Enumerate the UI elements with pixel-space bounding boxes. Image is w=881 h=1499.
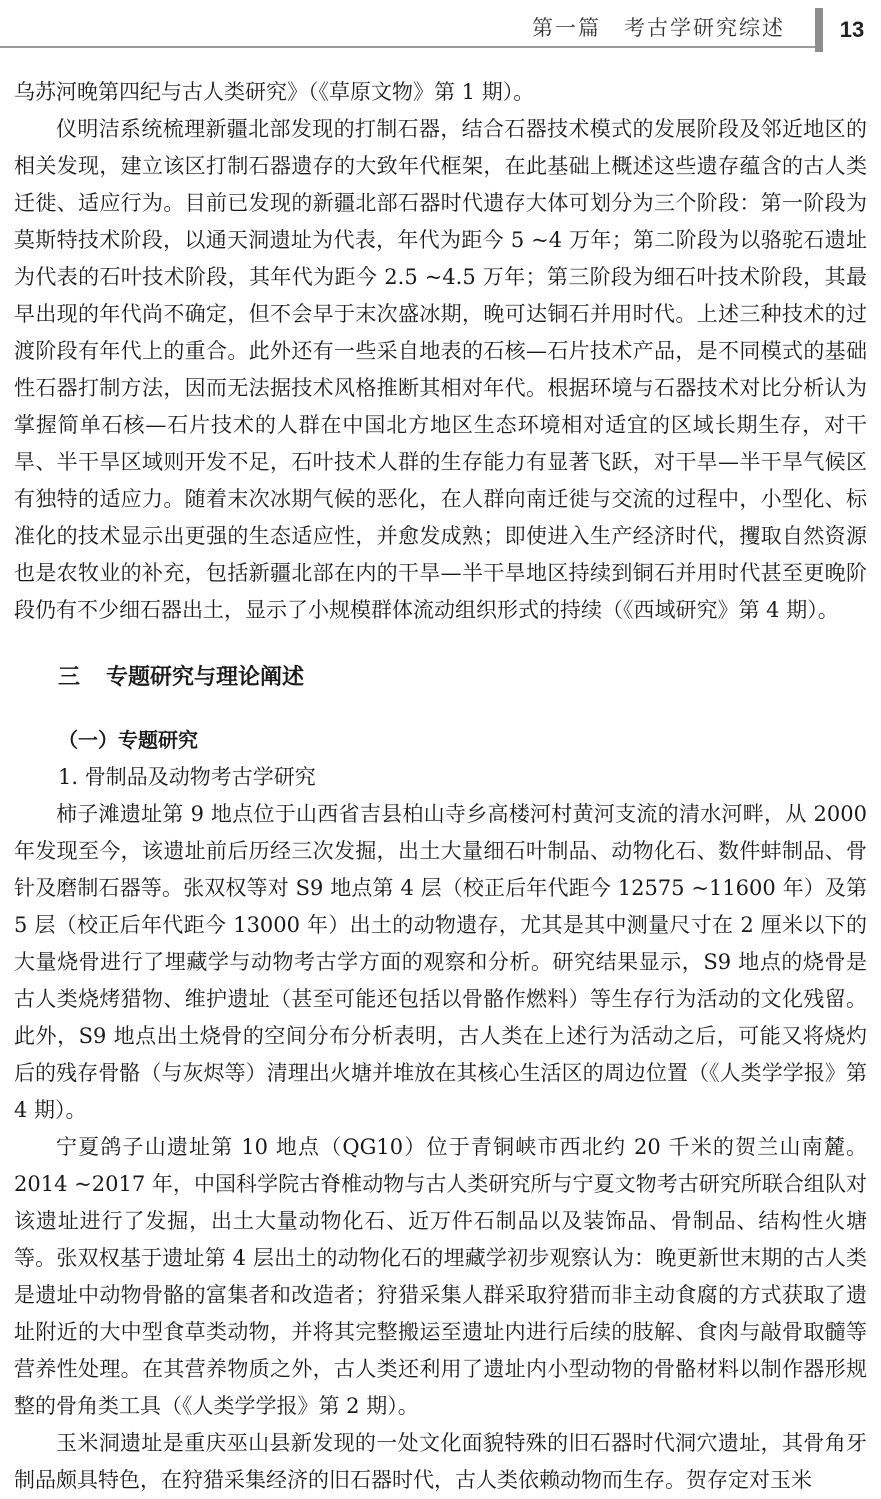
- running-header: [0, 0, 881, 62]
- section-heading: [14, 659, 867, 696]
- paragraph-continuation: 乌苏河晚第四纪与古人类研究》（《草原文物》第 1 期）。: [14, 80, 535, 104]
- section-number: 三: [58, 665, 81, 690]
- page-content: [14, 74, 867, 1499]
- paragraph: 柿子滩遗址第 9 地点位于山西省吉县柏山寺乡高楼河村黄河支流的清水河畔，从 2000 年发现至今，该遗址前后历经三次发掘，出土大量细石叶制品、动物化石、数件蚌制品、骨针及磨制石器等。张双权等对 S9 地点第 4 层（校正后年代距今 12575 ~11600 年）及第 5 层（校正后年代距今 13000 年）出土的动物遗存，尤其是其中测量尺寸在 2 厘米以下的大量烧骨进行了埋藏学与动物考古学方面的观察和分析。研究结果显示，S9 地点的烧骨是古人类烧烤猎物、维护遗址（甚至可能还包括以骨骼作燃料）等生存行为活动的文化残留。此外，S9 地点出土烧骨的空间分布分析表明，古人类在上述行为活动之后，可能又将烧灼后的残存骨骼（与灰烬等）清理出火塘并堆放在其核心生活区的周边位置（《人类学学报》第 4 期）。: [14, 802, 867, 1122]
- section-title: 专题研究与理论阐述: [106, 665, 305, 690]
- page-number: 13: [815, 8, 881, 52]
- subsection-heading: （一）专题研究: [58, 728, 198, 752]
- item-heading: 1. 骨制品及动物考古学研究: [58, 765, 316, 789]
- running-title: 第一篇 考古学研究综述: [532, 16, 785, 40]
- paragraph: 仪明洁系统梳理新疆北部发现的打制石器，结合石器技术模式的发展阶段及邻近地区的相关发现，建立该区打制石器遗存的大致年代框架，在此基础上概述这些遗存蕴含的古人类迁徙、适应行为。目前已发现的新疆北部石器时代遗存大体可划分为三个阶段：第一阶段为莫斯特技术阶段，以通天洞遗址为代表，年代为距今 5 ~4 万年；第二阶段为以骆驼石遗址为代表的石叶技术阶段，其年代为距今 2.5 ~4.5 万年；第三阶段为细石叶技术阶段，其最早出现的年代尚不确定，但不会早于末次盛冰期，晚可达铜石并用时代。上述三种技术的过渡阶段有年代上的重合。此外还有一些采自地表的石核—石片技术产品，是不同模式的基础性石器打制方法，因而无法据技术风格推断其相对年代。根据环境与石器技术对比分析认为掌握简单石核—石片技术的人群在中国北方地区生态环境相对适宜的区域长期生存，对干旱、半干旱区域则开发不足，石叶技术人群的生存能力有显著飞跃，对干旱—半干旱气候区有独特的适应力。随着末次冰期气候的恶化，在人群向南迁徙与交流的过程中，小型化、标准化的技术显示出更强的生态适应性，并愈发成熟；即使进入生产经济时代，攫取自然资源也是农牧业的补充，包括新疆北部在内的干旱—半干旱地区持续到铜石并用时代甚至更晚阶段仍有不少细石器出土，显示了小规模群体流动组织形式的持续（《西域研究》第 4 期）。: [14, 117, 867, 622]
- paragraph: 玉米洞遗址是重庆巫山县新发现的一处文化面貌特殊的旧石器时代洞穴遗址，其骨角牙制品颇具特色，在狩猎采集经济的旧石器时代，古人类依赖动物而生存。贺存定对玉米: [14, 1431, 867, 1492]
- header-rule: [0, 46, 817, 48]
- paragraph: 宁夏鸽子山遗址第 10 地点（QG10）位于青铜峡市西北约 20 千米的贺兰山南麓。2014 ~2017 年，中国科学院古脊椎动物与古人类研究所与宁夏文物考古研究所联合组队对该遗址进行了发掘，出土大量动物化石、近万件石制品以及装饰品、骨制品、结构性火塘等。张双权基于遗址第 4 层出土的动物化石的埋藏学初步观察认为：晚更新世末期的古人类是遗址中动物骨骼的富集者和改造者；狩猎采集人群采取狩猎而非主动食腐的方式获取了遗址附近的大中型食草类动物，并将其完整搬运至遗址内进行后续的肢解、食肉与敲骨取髓等营养性处理。在其营养物质之外，古人类还利用了遗址内小型动物的骨骼材料以制作器形规整的骨角类工具（《人类学学报》第 2 期）。: [14, 1135, 867, 1418]
